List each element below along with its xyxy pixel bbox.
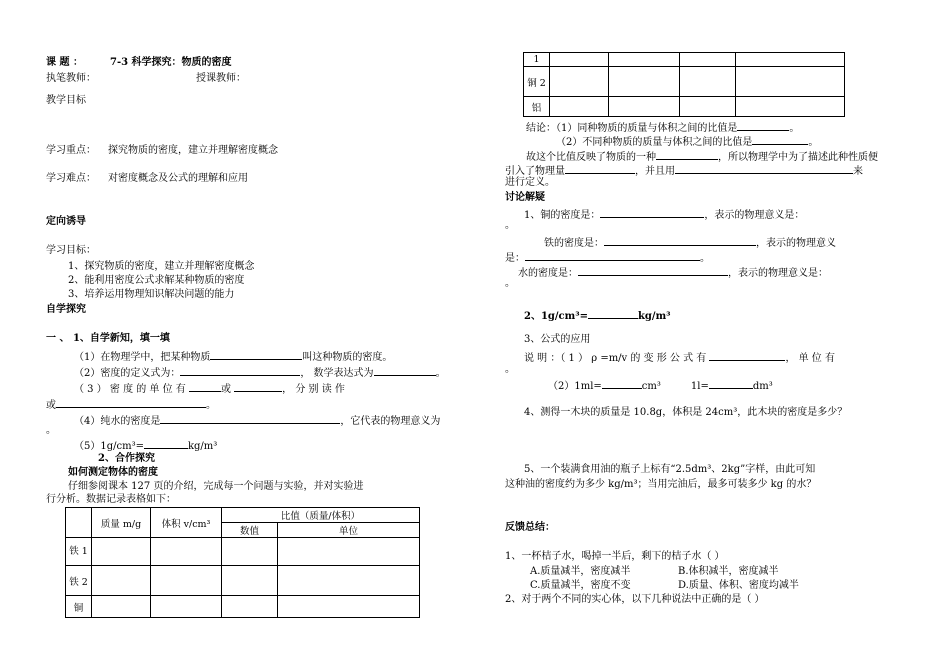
goals-title: 学习目标： xyxy=(46,245,96,256)
blank[interactable] xyxy=(565,163,635,174)
discuss-4: 4、测得一木块的质量是 10.8g，体积是 24cm³，此木块的密度是多少？ xyxy=(524,407,848,418)
writer-label: 执笔教师： xyxy=(46,73,96,84)
blank[interactable] xyxy=(604,235,756,246)
q3-cont: 或 。 xyxy=(46,397,216,412)
discuss-5-cont: 这种油的密度约为多少 kg/m³；当用完油后，最多可装多少 kg 的水？ xyxy=(505,479,817,490)
blank[interactable] xyxy=(588,308,638,319)
blank[interactable] xyxy=(709,378,753,389)
reflect-3: 进行定义。 xyxy=(505,177,555,188)
table-cell[interactable] xyxy=(609,53,680,67)
section-feedback: 反馈总结： xyxy=(505,522,555,533)
reflect-2: 引入了物理量 ，并且用 来 xyxy=(505,163,863,178)
discuss-iron: 铁的密度是： ，表示的物理意义 xyxy=(544,235,836,250)
title-label: 课 题 ： xyxy=(46,57,83,68)
page-title: 7-3 科学探究：物质的密度 xyxy=(110,57,232,68)
table-cell[interactable] xyxy=(736,97,845,117)
data-table xyxy=(65,507,420,618)
table-row xyxy=(66,538,420,566)
blank[interactable] xyxy=(160,413,340,424)
q4: （4）纯水的密度是 ，它代表的物理意义为 xyxy=(74,413,440,428)
table-cell[interactable] xyxy=(550,97,609,117)
blank[interactable] xyxy=(56,397,206,408)
table-cell[interactable] xyxy=(92,538,151,566)
blank[interactable] xyxy=(144,438,188,449)
table-cell[interactable] xyxy=(609,97,680,117)
table-cell[interactable] xyxy=(151,566,222,596)
feedback-1: 1、一杯桔子水，喝掉一半后，剩下的桔子水（ ） xyxy=(505,551,725,562)
col-header: 比值（质量/体积） xyxy=(222,508,420,523)
blank[interactable] xyxy=(374,365,436,376)
discuss-2: 2、1g/cm³= kg/m³ xyxy=(524,308,671,323)
teacher-label: 授课教师： xyxy=(196,73,246,84)
table-row xyxy=(524,53,845,67)
discuss-water-end: 。 xyxy=(505,278,515,289)
table-row xyxy=(66,596,420,618)
blank[interactable] xyxy=(675,163,853,174)
measure-title: 如何测定物体的密度 xyxy=(68,467,158,478)
table-cell[interactable] xyxy=(278,538,420,566)
row-label: 1 xyxy=(524,53,550,67)
discuss-3-units: （2）1ml= cm³ 1l= dm³ xyxy=(548,378,773,393)
conclusion-1: 结论：（1）同种物质的质量与体积之间的比值是 。 xyxy=(526,120,799,135)
section-self: 自学探究 xyxy=(46,304,86,315)
table-row xyxy=(66,566,420,596)
measure-text: 仔细参阅课本 127 页的介绍，完成每一个问题与实验，并对实验进 xyxy=(68,481,364,492)
table-cell[interactable] xyxy=(609,67,680,97)
blank[interactable] xyxy=(656,149,718,160)
option-a[interactable]: A.质量减半，密度减半 xyxy=(530,566,631,577)
blank[interactable] xyxy=(602,378,642,389)
discuss-1-end: 。 xyxy=(505,220,515,231)
measure-text-cont: 行分析。数据记录表格如下： xyxy=(46,494,176,505)
col-header: 单位 xyxy=(278,523,420,538)
key-label: 学习重点： xyxy=(46,145,96,156)
blank[interactable] xyxy=(709,350,785,361)
option-d[interactable]: D.质量、体积、密度均减半 xyxy=(678,580,799,591)
table-cell[interactable] xyxy=(278,566,420,596)
feedback-2: 2、对于两个不同的实心体，以下几种说法中正确的是（ ） xyxy=(505,594,765,605)
key-text: 探究物质的密度，建立并理解密度概念 xyxy=(108,145,278,156)
discuss-water: 水的密度是： ，表示的物理意义是： xyxy=(518,265,828,280)
reflect-1: 故这个比值反映了物质的一种 ，所以物理学中为了描述此种性质便 xyxy=(526,149,878,164)
q3: （ 3 ） 密 度 的 单 位 有 或 ， 分 别 读 作 xyxy=(74,381,345,396)
row-label: 铜 2 xyxy=(524,67,550,97)
row-label: 铜 xyxy=(66,596,92,618)
difficult-label: 学习难点： xyxy=(46,173,96,184)
discuss-3-note: 说 明 ：（ 1 ） ρ =m/v 的 变 形 公 式 有 ， 单 位 有 xyxy=(524,350,835,365)
col-header: 质量 m/g xyxy=(92,508,151,538)
discuss-5: 5、一个装满食用油的瓶子上标有“2.5dm³、2kg”字样，由此可知 xyxy=(524,464,816,475)
table-row xyxy=(524,97,845,117)
blank[interactable] xyxy=(752,134,808,145)
table-cell[interactable] xyxy=(92,566,151,596)
discuss-1: 1、铜的密度是： ，表示的物理意义是： xyxy=(524,207,804,222)
part2-heading: 2、合作探究 xyxy=(98,453,155,464)
section-discuss: 讨论解疑 xyxy=(505,192,545,203)
table-cell[interactable] xyxy=(222,596,278,618)
table-cell[interactable] xyxy=(151,538,222,566)
col-header: 数值 xyxy=(222,523,278,538)
table-cell[interactable] xyxy=(151,596,222,618)
blank[interactable] xyxy=(600,207,704,218)
goal-item: 2、能利用密度公式求解某种物质的密度 xyxy=(68,275,245,286)
table-cell[interactable] xyxy=(222,538,278,566)
conclusion-2: （2）不同种物质的质量与体积之间的比值是 。 xyxy=(556,134,818,149)
data-table-continued xyxy=(523,52,845,117)
table-cell[interactable] xyxy=(222,566,278,596)
table-cell[interactable] xyxy=(550,67,609,97)
table-cell[interactable] xyxy=(550,53,609,67)
table-cell[interactable] xyxy=(278,596,420,618)
row-label: 铁 1 xyxy=(66,538,92,566)
blank[interactable] xyxy=(180,365,300,376)
table-cell[interactable] xyxy=(680,97,736,117)
blank[interactable] xyxy=(234,381,282,392)
q5: （5）1g/cm³= kg/m³ xyxy=(74,438,217,453)
option-c[interactable]: C.质量减半，密度不变 xyxy=(530,580,631,591)
blank[interactable] xyxy=(189,381,221,392)
section-guide: 定向诱导 xyxy=(46,216,86,227)
option-b[interactable]: B.体积减半，密度减半 xyxy=(678,566,779,577)
table-cell[interactable] xyxy=(736,67,845,97)
table-corner xyxy=(66,508,92,538)
row-label: 铁 2 xyxy=(66,566,92,596)
blank[interactable] xyxy=(525,250,700,261)
part1-heading: 一 、 1、自学新知，填一填 xyxy=(46,333,170,344)
col-header: 体积 v/cm³ xyxy=(151,508,222,538)
table-cell[interactable] xyxy=(92,596,151,618)
q1: （1）在物理学中，把某种物质 叫这种物质的密度。 xyxy=(74,349,392,364)
goal-item: 1、探究物质的密度，建立并理解密度概念 xyxy=(68,261,255,272)
blank[interactable] xyxy=(737,120,789,131)
goal-label: 教学目标 xyxy=(46,95,86,106)
discuss-3: 3、公式的应用 xyxy=(524,334,591,345)
blank[interactable] xyxy=(578,265,728,276)
table-cell[interactable] xyxy=(680,53,736,67)
table-cell[interactable] xyxy=(680,67,736,97)
table-cell[interactable] xyxy=(736,53,845,67)
discuss-iron-cont: 是： 。 xyxy=(505,250,710,265)
blank[interactable] xyxy=(210,349,302,360)
q4-end: 。 xyxy=(46,425,56,436)
discuss-3-note-end: 。 xyxy=(505,364,515,375)
table-row xyxy=(524,67,845,97)
difficult-text: 对密度概念及公式的理解和应用 xyxy=(108,173,248,184)
goal-item: 3、培养运用物理知识解决问题的能力 xyxy=(68,289,235,300)
q2: （2）密度的定义式为： ， 数学表达式为 。 xyxy=(74,365,446,380)
row-label: 铝 xyxy=(524,97,550,117)
